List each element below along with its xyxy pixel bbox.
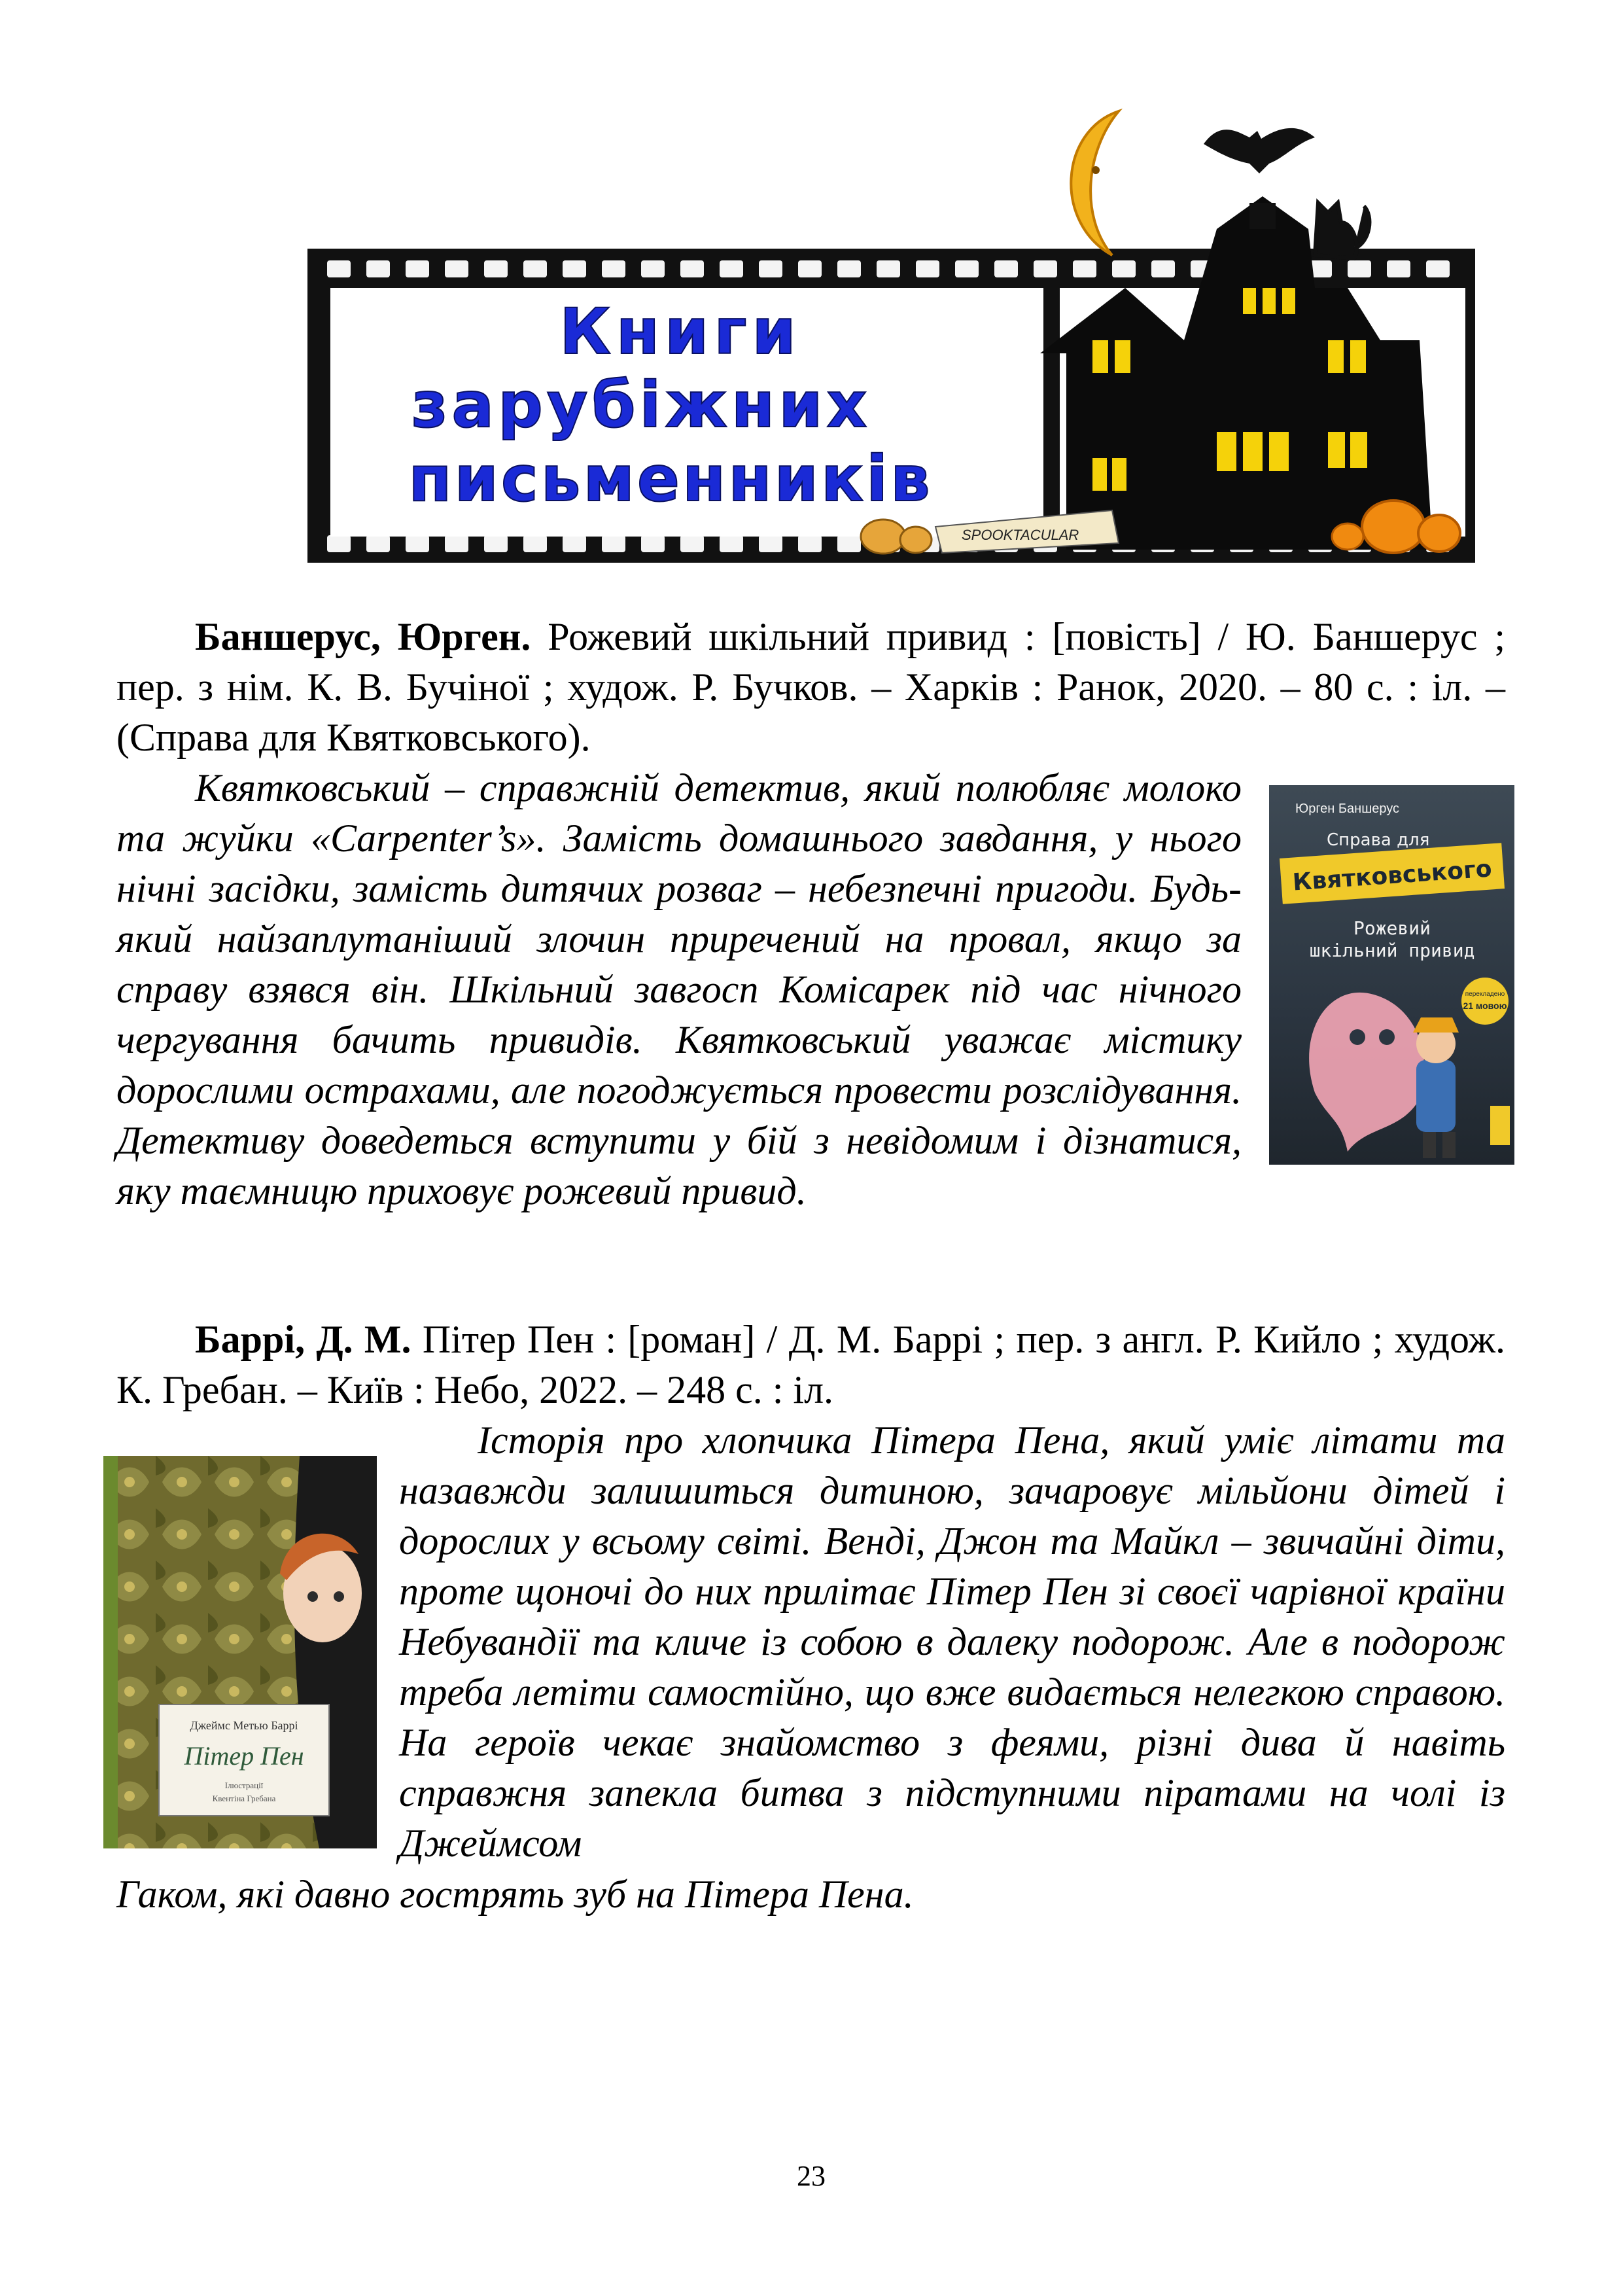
entry-1-author: Баншерус, Юрген. [195,615,531,658]
entry-2-annotation-side: Історія про хлопчика Пітера Пена, який уміє літати та назавжди залишиться дитиною, зачаровує мільйони дітей і дорослих у всьому світі. Венді, Джон та Майкл – звичайні діти, проте щоночі до них прилітає Пітер Пен зі своєї чарівної країни Небувандії та кличе із собою в далеку подорож. Але в подорож треба летіти самостійно, що вже видається нелегкою справою. На героїв чекає знайомство з феями, різні дива й навіть справжня запекла битва з підступними піратами на чолі із Джеймсом [399,1419,1505,1865]
entry-1-bibliographic-details: Рожевий шкільний привид : [повість] / Ю. Баншерус ; пер. з нім. К. В. Бучіної ; худож. Р. Бучков. – Харків : Ранок, 2020. – 80 с. : іл. – (Справа для Квятковського). [116,615,1505,759]
cover-1-badge-line-1: перекладено [1465,991,1505,998]
entry-2-bibliographic-details: Пітер Пен : [роман] / Д. М. Баррі ; пер. з англ. Р. Кийло ; худож. К. Гребан. – Київ : Небо, 2022. – 248 с. : іл. [116,1318,1505,1411]
cover-2-credits-line-1: Ілюстрації [224,1780,264,1790]
banner-illustration [307,92,1485,569]
cover-1-title-line-2: шкільний привид [1309,940,1475,961]
cover-1-publisher-logo [1490,1106,1510,1145]
entry-2-citation [116,1315,1505,1415]
banner-title-line-1: Книги [559,295,801,368]
spooktacular-label: SPOOKTACULAR [962,527,1079,543]
banner-title-line-2: зарубіжних [411,368,871,442]
page-number: 23 [797,2160,826,2192]
book-cover-peter-pan [103,1456,377,1848]
cover-2-author: Джеймс Метью Баррі [190,1719,298,1732]
cover-1-badge [1461,978,1509,1025]
cover-1-series-line-2: Квятковського [1291,855,1493,896]
book-cover-pink-ghost [1269,785,1514,1165]
cover-2-title: Пітер Пен [184,1741,304,1771]
entry-1-annotation: Квятковський – справжній детектив, який полюбляє молоко та жуйки «Carpenter’s». Замість домашнього завдання, у нього нічні засідки, замість дитячих розваг – небезпечні пригоди. Будь-який найзаплутаніший злочин приречений на провал, якщо за справу взявся він. Шкільний завгосп Комісарек під час нічного чергування бачить привидів. Квятковський уважає містику дорослими острахами, але погоджується провести розслідування. Детективу доведеться вступити у бій з невідомим і дізнатися, яку таємницю приховує рожевий привид. [116,766,1242,1212]
moon-icon [1071,111,1119,255]
cover-1-badge-line-2: 21 мовою [1463,1000,1507,1011]
cover-2-credits-line-2: Квентіна Гребана [212,1793,276,1803]
bat-icon [1204,128,1315,173]
banner-title-line-3: письменників [408,442,933,516]
cover-1-title-line-1: Рожевий [1353,917,1431,939]
header-banner [307,92,1485,569]
entry-2-annotation-tail: Гаком, які давно гострять зуб на Пітера Пена. [116,1873,914,1916]
entry-1-citation [116,612,1505,763]
cover-1-author: Юрген Баншерус [1295,802,1400,816]
cover-1-series-line-1: Справа для [1327,830,1430,850]
entry-2-author: Баррі, Д. М. [195,1318,411,1361]
